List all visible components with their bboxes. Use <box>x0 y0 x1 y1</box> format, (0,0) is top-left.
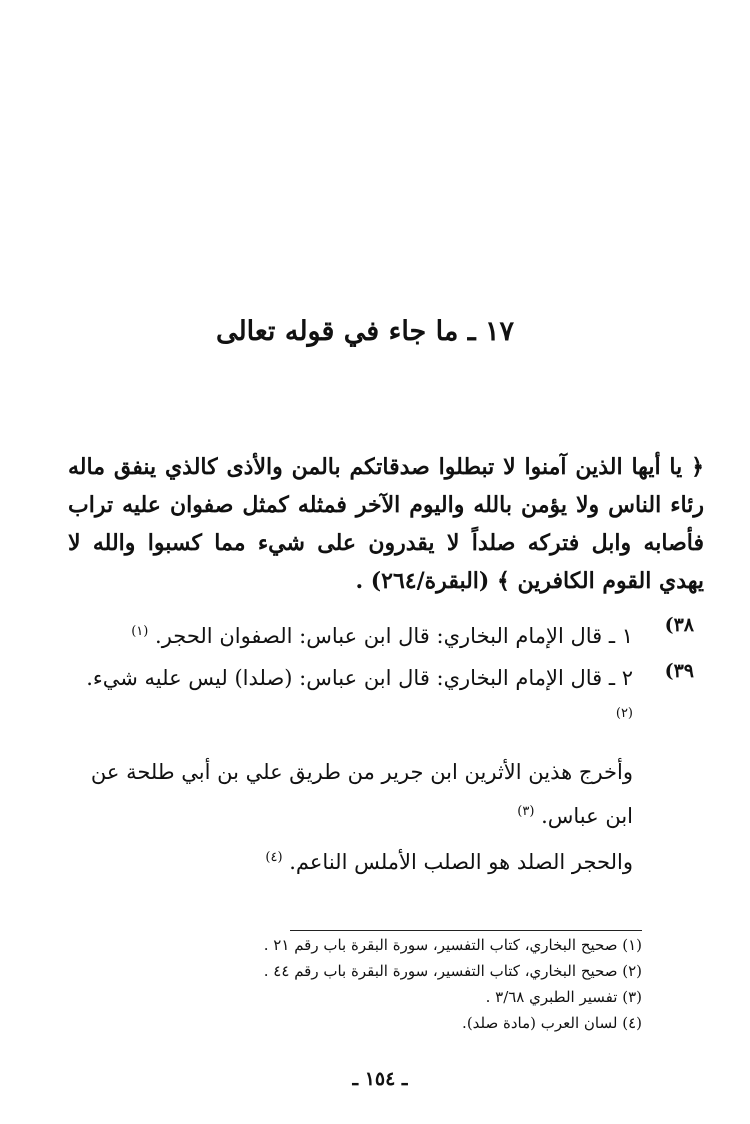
footnote-ref: (٢) <box>615 706 633 721</box>
footnote: (٣) تفسير الطبري ٣/٦٨ . <box>485 988 642 1006</box>
footnote: (١) صحيح البخاري، كتاب التفسير، سورة البقرة باب رقم ٢١ . <box>263 936 642 954</box>
footnote-ref: (١) <box>131 624 149 639</box>
narration-body: ١ ـ قال الإمام البخاري: قال ابن عباس: الصفوان الحجر. <box>155 624 633 648</box>
paragraph <box>68 752 633 836</box>
narration-body: ٢ ـ قال الإمام البخاري: قال ابن عباس: (صلدا) ليس عليه شيء. <box>86 666 633 690</box>
section-title: ١٧ ـ ما جاء في قوله تعالى <box>215 316 515 347</box>
narration-text <box>68 614 633 654</box>
paragraph <box>68 838 633 882</box>
footnote-ref: (٤) <box>265 850 283 865</box>
paragraph-body: والحجر الصلد هو الصلب الأملس الناعم. <box>289 850 633 874</box>
footnotes <box>200 932 642 1036</box>
narration-number: (٣٩ <box>664 660 694 682</box>
footnote: (٤) لسان العرب (مادة صلد). <box>462 1014 642 1032</box>
footnote-ref: (٣) <box>517 804 535 819</box>
page-number: ـ ١٥٤ ـ <box>352 1068 408 1090</box>
quran-verse: ﴿ يا أيها الذين آمنوا لا تبطلوا صدقاتكم بالمن والأذى كالذي ينفق ماله رئاء الناس ولا يؤمن بالله واليوم الآخر فمثله كمثل صفوان عليه تراب فأصابه وابل فتركه صلداً لا يقدرون على شيء مما كسبوا والله لا يهدي القوم الكافرين ﴾ (البقرة/٢٦٤) . <box>68 454 704 594</box>
footnote-divider <box>290 930 642 931</box>
paragraph-body: وأخرج هذين الأثرين ابن جرير من طريق علي بن أبي طلحة عن ابن عباس. <box>90 760 633 828</box>
narration-number: (٣٨ <box>664 614 694 636</box>
footnote: (٢) صحيح البخاري، كتاب التفسير، سورة البقرة باب رقم ٤٤ . <box>263 962 642 980</box>
narration-text <box>68 660 633 736</box>
